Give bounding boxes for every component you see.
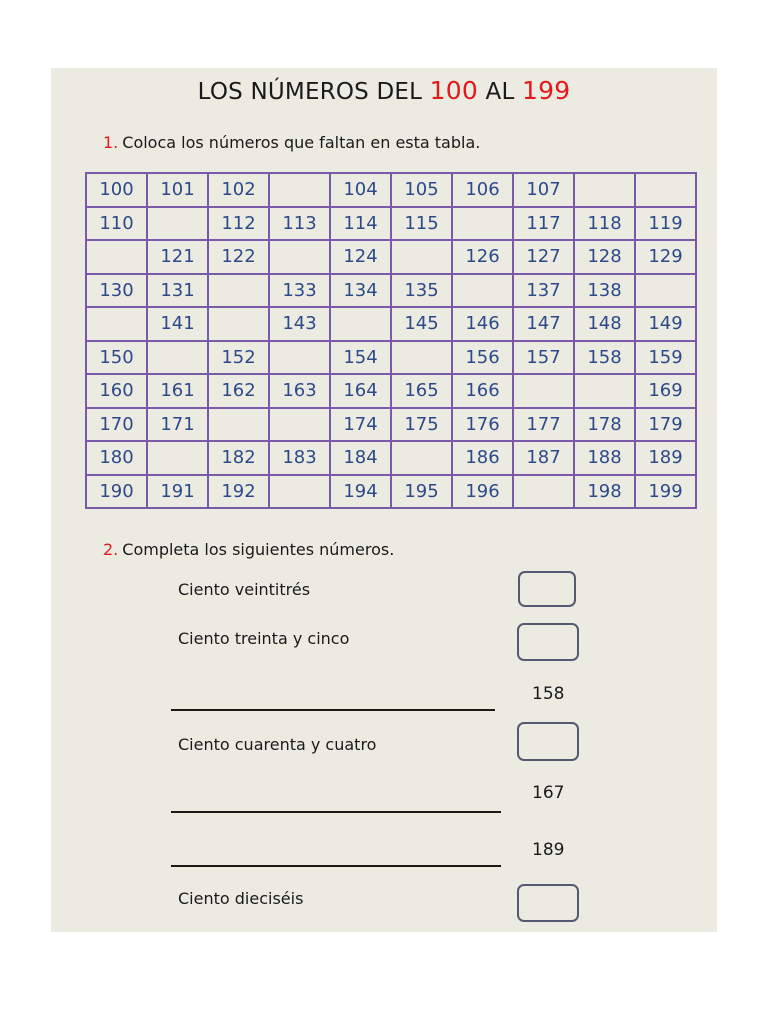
table-row (86, 441, 696, 475)
table-cell: 128 (574, 240, 635, 274)
table-cell-empty[interactable] (269, 173, 330, 207)
table-cell: 175 (391, 408, 452, 442)
table-cell: 134 (330, 274, 391, 308)
title-from: 100 (429, 76, 478, 105)
table-cell: 122 (208, 240, 269, 274)
table-cell: 100 (86, 173, 147, 207)
item-words-7: Ciento dieciséis (178, 889, 304, 908)
item-words-4: Ciento cuarenta y cuatro (178, 735, 377, 754)
table-cell: 192 (208, 475, 269, 509)
table-cell-empty[interactable] (330, 307, 391, 341)
table-cell: 131 (147, 274, 208, 308)
table-cell-empty[interactable] (391, 341, 452, 375)
table-cell-empty[interactable] (269, 408, 330, 442)
table-cell: 189 (635, 441, 696, 475)
table-cell: 149 (635, 307, 696, 341)
table-cell: 107 (513, 173, 574, 207)
table-row (86, 307, 696, 341)
item-words-2: Ciento treinta y cinco (178, 629, 350, 648)
table-cell: 137 (513, 274, 574, 308)
table-cell: 194 (330, 475, 391, 509)
table-row (86, 475, 696, 509)
table-cell-empty[interactable] (452, 207, 513, 241)
table-cell: 133 (269, 274, 330, 308)
table-cell: 158 (574, 341, 635, 375)
table-cell: 183 (269, 441, 330, 475)
table-cell: 146 (452, 307, 513, 341)
table-cell: 196 (452, 475, 513, 509)
table-cell: 114 (330, 207, 391, 241)
table-cell: 198 (574, 475, 635, 509)
table-cell-empty[interactable] (513, 475, 574, 509)
table-row (86, 240, 696, 274)
table-cell: 135 (391, 274, 452, 308)
table-cell-empty[interactable] (574, 173, 635, 207)
table-cell: 159 (635, 341, 696, 375)
title-prefix: LOS NÚMEROS DEL (197, 79, 423, 105)
table-cell-empty[interactable] (452, 274, 513, 308)
table-cell: 191 (147, 475, 208, 509)
table-cell-empty[interactable] (391, 441, 452, 475)
table-cell: 113 (269, 207, 330, 241)
table-cell: 164 (330, 374, 391, 408)
table-cell-empty[interactable] (269, 475, 330, 509)
answer-box-2[interactable] (517, 623, 579, 661)
item-words-1: Ciento veintitrés (178, 580, 311, 599)
table-cell: 138 (574, 274, 635, 308)
table-cell-empty[interactable] (86, 240, 147, 274)
table-cell: 102 (208, 173, 269, 207)
table-cell: 170 (86, 408, 147, 442)
table-row (86, 374, 696, 408)
title-to: 199 (521, 76, 571, 105)
page-title (51, 76, 717, 105)
table-cell: 160 (86, 374, 147, 408)
table-cell: 150 (86, 341, 147, 375)
exercise-2-instruction (103, 540, 394, 559)
table-cell: 145 (391, 307, 452, 341)
table-row (86, 207, 696, 241)
table-cell: 110 (86, 207, 147, 241)
table-cell-empty[interactable] (147, 341, 208, 375)
table-cell: 171 (147, 408, 208, 442)
exercise-1-text: Coloca los números que faltan en esta tabla. (122, 133, 481, 152)
answer-line-6[interactable] (171, 865, 501, 867)
table-cell: 188 (574, 441, 635, 475)
answer-box-4[interactable] (517, 722, 579, 761)
exercise-1-number: 1. (103, 133, 119, 152)
table-cell: 105 (391, 173, 452, 207)
table-cell-empty[interactable] (513, 374, 574, 408)
table-cell: 169 (635, 374, 696, 408)
table-cell-empty[interactable] (208, 408, 269, 442)
table-cell: 187 (513, 441, 574, 475)
table-cell: 117 (513, 207, 574, 241)
table-cell: 195 (391, 475, 452, 509)
table-cell: 129 (635, 240, 696, 274)
table-cell: 104 (330, 173, 391, 207)
item-digits-5: 167 (532, 783, 565, 803)
table-cell: 143 (269, 307, 330, 341)
table-cell-empty[interactable] (635, 173, 696, 207)
table-cell: 106 (452, 173, 513, 207)
table-cell: 127 (513, 240, 574, 274)
worksheet (51, 68, 717, 932)
table-cell: 179 (635, 408, 696, 442)
item-digits-6: 189 (532, 840, 565, 860)
table-row (86, 173, 696, 207)
table-cell-empty[interactable] (86, 307, 147, 341)
answer-line-5[interactable] (171, 811, 501, 813)
table-cell: 126 (452, 240, 513, 274)
table-cell-empty[interactable] (574, 374, 635, 408)
title-middle: AL (485, 79, 515, 105)
table-cell: 130 (86, 274, 147, 308)
table-cell: 124 (330, 240, 391, 274)
table-cell: 162 (208, 374, 269, 408)
table-cell: 157 (513, 341, 574, 375)
table-cell: 147 (513, 307, 574, 341)
table-cell: 163 (269, 374, 330, 408)
exercise-1-instruction (103, 133, 480, 152)
exercise-2-text: Completa los siguientes números. (122, 540, 395, 559)
table-cell: 184 (330, 441, 391, 475)
table-cell: 180 (86, 441, 147, 475)
table-cell: 112 (208, 207, 269, 241)
table-cell: 186 (452, 441, 513, 475)
table-cell: 118 (574, 207, 635, 241)
table-row (86, 408, 696, 442)
table-cell: 161 (147, 374, 208, 408)
table-row (86, 274, 696, 308)
table-cell: 176 (452, 408, 513, 442)
table-cell: 190 (86, 475, 147, 509)
table-cell: 165 (391, 374, 452, 408)
table-cell: 178 (574, 408, 635, 442)
answer-box-1[interactable] (518, 571, 576, 607)
table-cell-empty[interactable] (147, 441, 208, 475)
table-cell-empty[interactable] (635, 274, 696, 308)
table-cell-empty[interactable] (208, 274, 269, 308)
table-cell-empty[interactable] (391, 240, 452, 274)
table-cell: 174 (330, 408, 391, 442)
table-cell: 141 (147, 307, 208, 341)
table-cell: 199 (635, 475, 696, 509)
table-cell-empty[interactable] (208, 307, 269, 341)
answer-line-3[interactable] (171, 709, 495, 711)
table-cell-empty[interactable] (269, 240, 330, 274)
table-cell: 148 (574, 307, 635, 341)
table-cell: 182 (208, 441, 269, 475)
table-cell: 152 (208, 341, 269, 375)
table-cell: 101 (147, 173, 208, 207)
item-digits-3: 158 (532, 684, 565, 704)
table-cell: 156 (452, 341, 513, 375)
table-cell: 115 (391, 207, 452, 241)
number-table (85, 172, 697, 509)
table-cell-empty[interactable] (269, 341, 330, 375)
table-cell: 119 (635, 207, 696, 241)
table-cell-empty[interactable] (147, 207, 208, 241)
table-cell: 154 (330, 341, 391, 375)
answer-box-7[interactable] (517, 884, 579, 922)
table-cell: 121 (147, 240, 208, 274)
exercise-2-number: 2. (103, 540, 119, 559)
table-cell: 166 (452, 374, 513, 408)
table-row (86, 341, 696, 375)
table-cell: 177 (513, 408, 574, 442)
